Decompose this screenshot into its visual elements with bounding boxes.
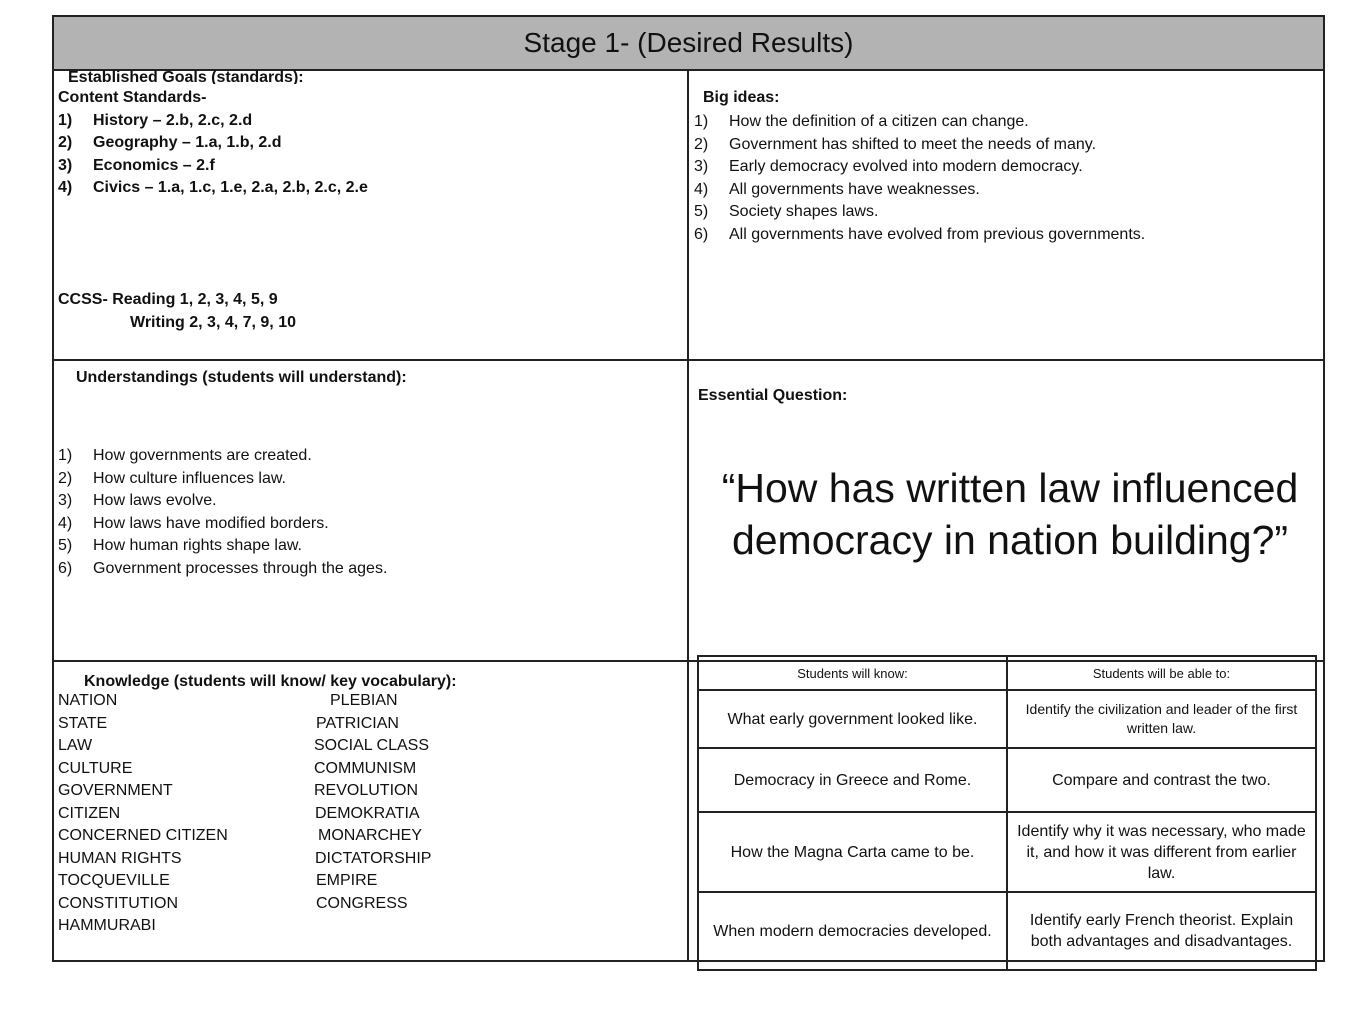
know-able-table (697, 655, 1317, 971)
essential-question: “How has written law influenced democracy in nation building?” (721, 465, 1299, 563)
list-item: 1) History – 2.b, 2.c, 2.d (58, 111, 253, 129)
list-item: 3) Economics – 2.f (58, 156, 215, 174)
essential-question-heading: Essential Question: (698, 387, 848, 404)
list-item: 2) Geography – 1.a, 1.b, 2.d (58, 134, 282, 151)
column-header-able: Students will be able to: (1007, 656, 1316, 690)
table-cell-able: Identify why it was necessary, who made it, and how it was different from earlier law. (1007, 812, 1316, 892)
column-header-know: Students will know: (698, 656, 1007, 690)
table-cell-know: Democracy in Greece and Rome. (698, 748, 1007, 812)
table-row (698, 812, 1316, 892)
standards-list (58, 110, 368, 200)
table-row (698, 690, 1316, 748)
table-header-row (698, 656, 1316, 690)
table-row (698, 892, 1316, 970)
page-title: Stage 1- (Desired Results) (52, 15, 1325, 71)
ccss-writing: Writing 2, 3, 4, 7, 9, 10 (130, 314, 296, 331)
content-standards-label: Content Standards- (58, 89, 207, 106)
table-cell-know: How the Magna Carta came to be. (698, 812, 1007, 892)
goals-section (58, 87, 368, 200)
list-item: 1) How governments are created. (58, 447, 312, 464)
table-cell-able: Compare and contrast the two. (1007, 748, 1316, 812)
list-item: 4) Civics – 1.a, 1.c, 1.e, 2.a, 2.b, 2.c, 2.e (58, 179, 368, 196)
list-item: 4) All governments have weaknesses. (694, 180, 980, 198)
list-item: 2) How culture influences law. (58, 469, 286, 487)
understandings-heading: Understandings (students will understand): (76, 369, 407, 386)
list-item: 5) How human rights shape law. (58, 537, 302, 554)
list-item: 4) How laws have modified borders. (58, 514, 329, 532)
table-row (698, 748, 1316, 812)
list-item: 6) All governments have evolved from previous governments. (694, 225, 1146, 243)
table-cell-know: When modern democracies developed. (698, 892, 1007, 970)
row-divider-1 (52, 359, 1325, 361)
ccss-reading: CCSS- Reading 1, 2, 3, 4, 5, 9 (58, 291, 278, 308)
list-item: 3) How laws evolve. (58, 492, 217, 509)
list-item: 2) Government has shifted to meet the needs of many. (694, 135, 1097, 153)
list-item: 3) Early democracy evolved into modern democracy. (694, 158, 1083, 175)
table-cell-know: What early government looked like. (698, 690, 1007, 748)
table-cell-able: Identify the civilization and leader of the first written law. (1007, 690, 1316, 748)
list-item: 5) Society shapes laws. (694, 203, 879, 220)
list-item: 1) How the definition of a citizen can change. (694, 113, 1029, 130)
goals-heading: Established Goals (standards): (68, 69, 304, 84)
big-ideas-heading: Big ideas: (703, 89, 780, 106)
column-divider (687, 69, 689, 962)
big-ideas-list (694, 111, 1145, 246)
understandings-list (58, 445, 387, 580)
knowledge-heading: Knowledge (students will know/ key vocabulary): (84, 673, 457, 690)
list-item: 6) Government processes through the ages. (58, 559, 388, 577)
table-cell-able: Identify early French theorist. Explain both advantages and disadvantages. (1007, 892, 1316, 970)
